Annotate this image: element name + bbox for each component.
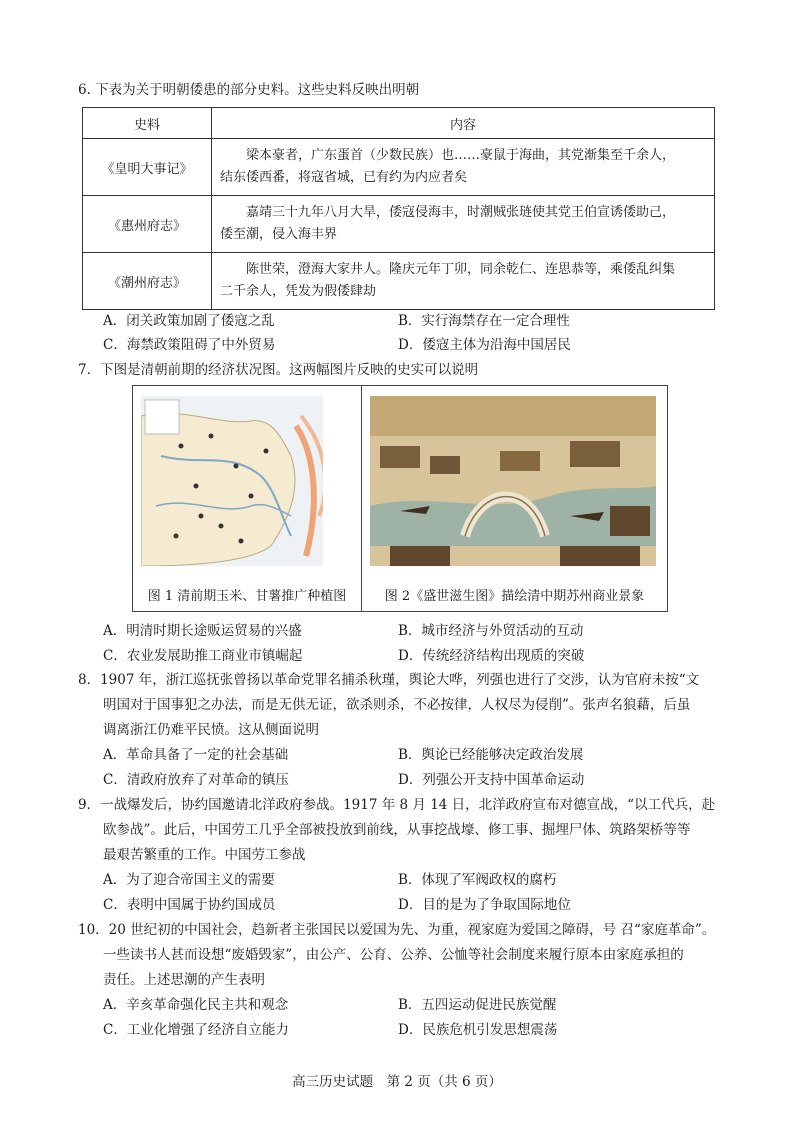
table-row [83,196,715,253]
q10-option-c[interactable]: C．工业化增强了经济自立能力 [103,1022,289,1038]
q8-line-2: 明国对于国事犯之办法，而是无供无证，欲杀则杀，不必按律，人权尽为侵削”。张声名狼藉，后虽 [103,697,691,713]
q7-figures [132,385,668,612]
q9-option-a[interactable]: A．为了迎合帝国主义的需要 [103,872,275,888]
map-image [141,396,323,566]
q6-option-a[interactable]: A．闭关政策加剧了倭寇之乱 [103,313,275,329]
q8-option-b[interactable]: B．舆论已经能够决定政治发展 [398,747,584,763]
q9-line-3: 最艰苦繁重的工作。中国劳工参战 [103,847,306,863]
q8-option-c[interactable]: C．清政府放弃了对革命的镇压 [103,772,289,788]
q6-source-table [82,107,715,310]
q7-option-c[interactable]: C．农业发展助推工商业市镇崛起 [103,648,303,664]
q10-option-b[interactable]: B．五四运动促进民族觉醒 [398,997,557,1013]
q7-option-a[interactable]: A．明清时期长途贩运贸易的兴盛 [103,623,302,639]
content-line: 倭至潮，侵入海丰界 [220,227,338,242]
content-line: 二千余人，凭发为假倭肆劫 [220,284,377,299]
table-row [83,139,715,196]
q8-option-a[interactable]: A．革命具备了一定的社会基础 [103,747,289,763]
table-cell-content [212,253,715,310]
q9-option-d[interactable]: D．目的是为了争取国际地位 [398,897,571,913]
page-footer: 高三历史试题 第 2 页（共 6 页） [292,1074,502,1090]
q10-option-d[interactable]: D．民族危机引发思想震荡 [398,1022,558,1038]
q6-stem: 6. 下表为关于明朝倭患的部分史料。这些史料反映出明朝 [78,82,420,98]
q9-line-1: 9．一战爆发后，协约国邀请北洋政府参战。1917 年 8 月 14 日，北洋政府宣布对德宣战，“以工代兵，赴 [78,797,716,813]
q10-line-2: 一些读书人甚而设想“废婚毁家”，由公产、公育、公养、公恤等社会制度来履行原本由家庭承担的 [103,947,684,963]
table-cell-content [212,139,715,196]
q8-line-3: 调离浙江仍难平民愤。这从侧面说明 [103,722,319,738]
q10-option-a[interactable]: A．辛亥革命强化民主共和观念 [103,997,289,1013]
table-header-content: 内容 [212,108,715,139]
q10-line-3: 责任。上述思潮的产生表明 [103,972,265,988]
q8-line-1: 8．1907 年，浙江巡抚张曾扬以革命党罪名捕杀秋瑾，舆论大哗，列强也进行了交涉，认为官府未按“文 [78,672,700,688]
figure-1-caption: 图 1 清前期玉米、甘薯推广种植图 [147,589,347,604]
content-line: 嘉靖三十九年八月大旱，倭寇侵海丰，时潮贼张琏使其党王伯宣诱倭助己， [246,205,676,220]
figure-2-caption: 图 2《盛世滋生图》描绘清中期苏州商业景象 [384,589,645,604]
content-line: 梁本豪者，广东蛋首（少数民族）也……豪鼠于海曲，其党渐集至千余人， [246,148,676,163]
content-line: 结东倭西番，将寇省城，已有约为内应者矣 [220,170,468,185]
table-cell-content [212,196,715,253]
q7-stem: 7．下图是清朝前期的经济状况图。这两幅图片反映的史实可以说明 [78,362,479,378]
figure-2 [362,386,667,611]
painting-image [370,396,656,566]
table-header-source: 史料 [83,108,212,139]
table-cell-source: 《皇明大事记》 [83,139,212,196]
figure-1 [133,386,362,611]
q6-option-d[interactable]: D．倭寇主体为沿海中国居民 [398,337,571,353]
q10-line-1: 10．20 世纪初的中国社会，趋新者主张国民以爱国为先、为重，视家庭为爱国之障碍，号 召“家庭革命”。 [78,922,716,938]
q7-option-b[interactable]: B．城市经济与外贸活动的互动 [398,623,584,639]
q7-option-d[interactable]: D．传统经济结构出现质的突破 [398,648,585,664]
table-cell-source: 《惠州府志》 [83,196,212,253]
q9-line-2: 欧参战”。此后，中国劳工几乎全部被投放到前线，从事挖战壕、修工事、掘埋尸体、筑路架桥等等 [103,822,691,838]
content-line: 陈世荣，澄海大家井人。隆庆元年丁卯，同余乾仁、连思恭等，乘倭乱纠集 [246,262,676,277]
q6-option-c[interactable]: C．海禁政策阻碍了中外贸易 [103,337,276,353]
q6-option-b[interactable]: B．实行海禁存在一定合理性 [398,313,570,329]
table-cell-source: 《潮州府志》 [83,253,212,310]
q9-option-b[interactable]: B．体现了军阀政权的腐朽 [398,872,557,888]
q9-option-c[interactable]: C．表明中国属于协约国成员 [103,897,276,913]
table-row [83,253,715,310]
q8-option-d[interactable]: D．列强公开支持中国革命运动 [398,772,585,788]
